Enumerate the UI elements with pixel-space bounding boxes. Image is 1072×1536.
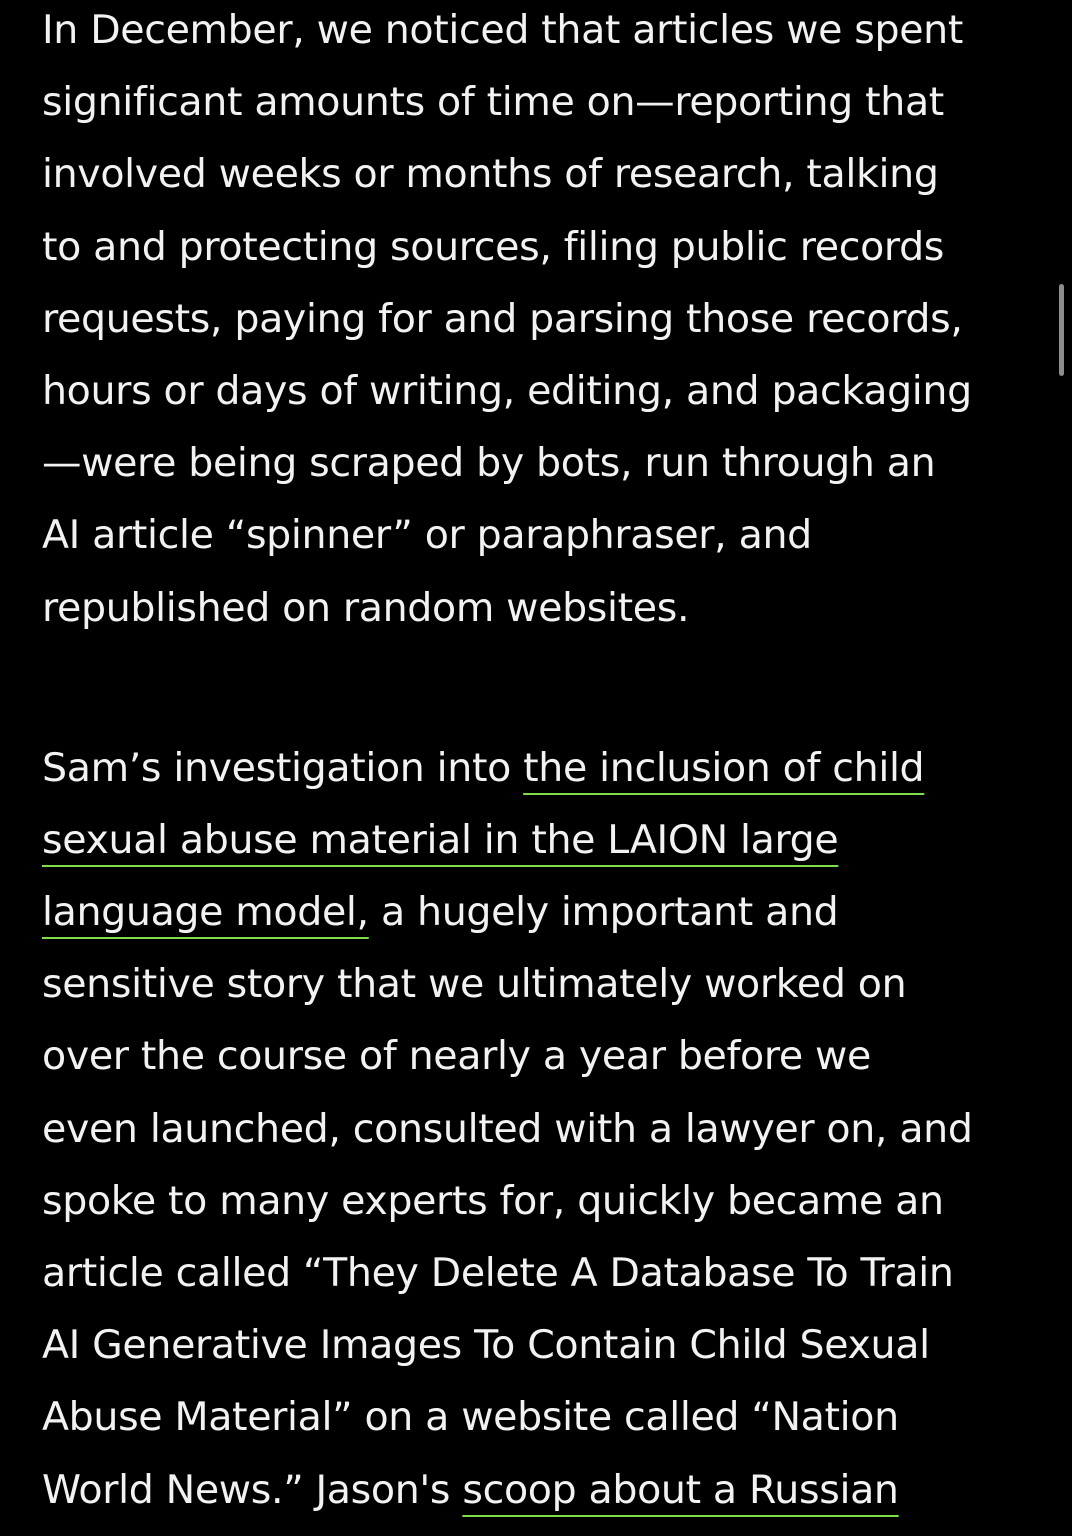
paragraph-1 <box>42 0 1042 644</box>
text-line: Abuse Material” on a website called “Nation <box>42 1394 899 1441</box>
text-line: requests, paying for and parsing those records, <box>42 295 963 342</box>
russian-scoop-link[interactable]: scoop about a Russian <box>462 1466 899 1513</box>
text-line <box>42 876 1042 948</box>
laion-story-link[interactable]: sexual abuse material in the LAION large <box>42 816 839 863</box>
text-span: a hugely important and <box>368 889 839 936</box>
text-line <box>42 732 1042 804</box>
text-line: involved weeks or months of research, talking <box>42 151 939 198</box>
text-line: —were being scraped by bots, run through an <box>42 440 936 487</box>
text-line: spoke to many experts for, quickly became an <box>42 1177 944 1224</box>
laion-story-link[interactable]: language model, <box>42 889 369 936</box>
text-line <box>42 1454 1042 1526</box>
text-span: World News.” Jason's <box>42 1466 463 1513</box>
text-line: sensitive story that we ultimately worked on <box>42 961 907 1008</box>
text-line: In December, we noticed that articles we spent <box>42 7 964 53</box>
text-line: to and protecting sources, filing public records <box>42 223 945 270</box>
text-line: AI Generative Images To Contain Child Sexual <box>42 1322 930 1369</box>
text-line: even launched, consulted with a lawyer on, and <box>42 1105 973 1152</box>
text-line: significant amounts of time on—reporting that <box>42 79 944 126</box>
article-body <box>42 0 1042 1526</box>
text-line: article called “They Delete A Database To Train <box>42 1250 954 1296</box>
text-line: hours or days of writing, editing, and packaging <box>42 367 972 414</box>
text-line: republished on random websites. <box>42 584 690 631</box>
text-span: Sam’s investigation into <box>42 744 524 791</box>
text-line: AI article “spinner” or paraphraser, and <box>42 512 812 559</box>
text-line <box>42 804 1042 876</box>
paragraph-spacer <box>42 644 1042 732</box>
laion-story-link[interactable]: the inclusion of child <box>523 744 925 791</box>
paragraph-2 <box>42 732 1042 1526</box>
scrollbar-thumb[interactable] <box>1059 284 1064 376</box>
text-line: over the course of nearly a year before we <box>42 1033 871 1080</box>
